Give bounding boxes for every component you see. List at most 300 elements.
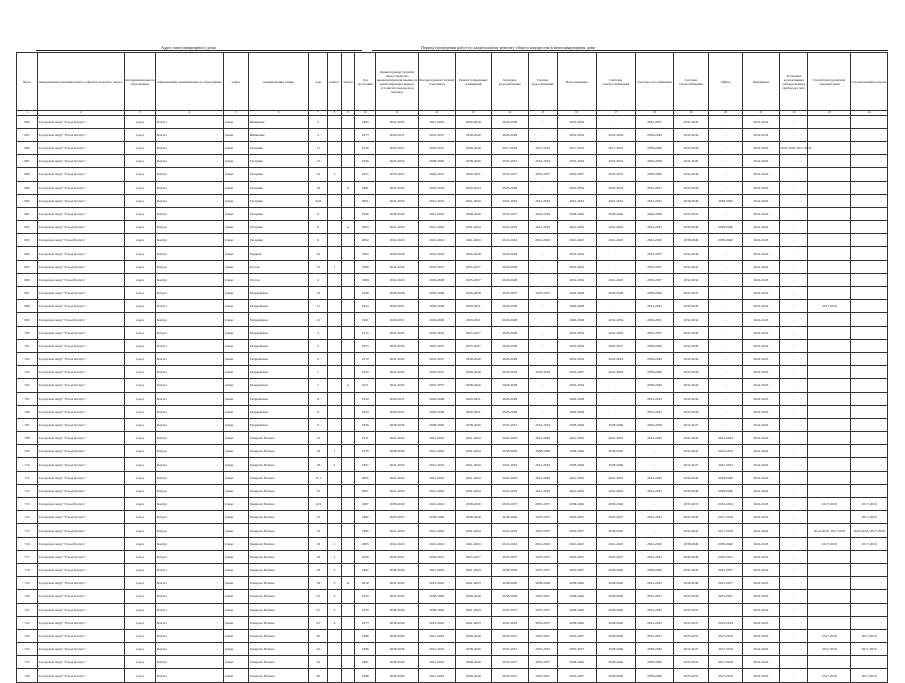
table-cell: 2032-2034 xyxy=(376,181,419,194)
table-cell xyxy=(808,511,851,524)
table-cell: - xyxy=(596,300,636,313)
table-cell: город xyxy=(124,247,155,260)
table-cell xyxy=(341,128,355,141)
table-cell: 2041-2043 xyxy=(596,221,636,234)
table-cell: Калуга xyxy=(155,603,223,616)
table-cell: 2032-2034 xyxy=(673,141,709,154)
table-cell: 686 xyxy=(17,141,38,154)
table-cell: 2038-2040 xyxy=(673,300,709,313)
table-cell: 2035-2037 xyxy=(492,656,529,669)
table-cell xyxy=(808,273,851,286)
table-cell: улица xyxy=(223,563,248,576)
table-cell: - xyxy=(709,352,742,365)
table-cell: улица xyxy=(223,379,248,392)
table-cell: Генерала Попова xyxy=(248,524,309,537)
table-cell: 2041-2043 xyxy=(418,498,455,511)
table-cell: 2026-2028 xyxy=(492,300,529,313)
table-cell: 2038-2040 xyxy=(636,669,674,682)
table-cell: 2032-2034 xyxy=(636,300,674,313)
table-cell xyxy=(808,339,851,352)
table-cell: 2041-2043 xyxy=(742,326,780,339)
table-cell xyxy=(851,168,888,181)
table-cell: 2041-2043 xyxy=(636,484,674,497)
table-cell: улица xyxy=(223,432,248,445)
table-cell: 1969 xyxy=(355,260,376,273)
table-cell: 2041-2043 xyxy=(596,326,636,339)
table-cell: 2032-2034 xyxy=(636,511,674,524)
table-cell: 2038-2040 xyxy=(376,616,419,629)
table-cell: - xyxy=(780,300,808,313)
table-cell: город xyxy=(124,643,155,656)
table-cell: - xyxy=(780,590,808,603)
table-cell: 700 xyxy=(17,326,38,339)
table-cell: Городской округ "Город Калуга" xyxy=(37,577,124,590)
table-cell: 2041-2043 xyxy=(742,498,780,511)
table-cell: 2032-2034 xyxy=(376,339,419,352)
table-cell: 1992 xyxy=(355,563,376,576)
table-cell: 2041-2043 xyxy=(528,221,557,234)
table-cell: 2041-2043 xyxy=(742,141,780,154)
table-cell: Генерала Попова xyxy=(248,511,309,524)
table-cell: улица xyxy=(223,550,248,563)
table-cell: 2032-2034 xyxy=(673,128,709,141)
table-cell: улица xyxy=(223,629,248,642)
table-cell: 2041-2043 xyxy=(742,115,780,128)
table-cell: город xyxy=(124,128,155,141)
table-cell: 2032-2034 xyxy=(673,524,709,537)
table-cell: 2032-2034 xyxy=(673,366,709,379)
table-cell: 2032-2034 xyxy=(673,511,709,524)
table-cell: улица xyxy=(223,273,248,286)
table-cell: 707 xyxy=(17,418,38,431)
table-cell: Гвардейская xyxy=(248,379,309,392)
table-cell: 2041-2043 xyxy=(455,458,492,471)
table-cell: 3 xyxy=(309,326,328,339)
table-cell: 2038-2040 xyxy=(557,577,596,590)
table-cell: 2026-2028 xyxy=(492,392,529,405)
table-cell: 2041-2043 xyxy=(742,550,780,563)
table-cell: 2041-2043 xyxy=(418,458,455,471)
table-cell: 2029-2031 xyxy=(376,128,419,141)
table-cell: 20 xyxy=(309,629,328,642)
table-row xyxy=(17,326,888,339)
table-cell: 1978 xyxy=(355,445,376,458)
table-cell: Гагарина xyxy=(248,168,309,181)
table-cell: 2038-2040 xyxy=(455,141,492,154)
table-cell: 2041-2043 xyxy=(376,221,419,234)
table-cell: - xyxy=(780,550,808,563)
table-cell: 2032-2034 xyxy=(636,550,674,563)
column-header: Система теплоснабжения xyxy=(673,53,709,111)
table-cell: 714 xyxy=(17,511,38,524)
table-cell: Калуга xyxy=(155,155,223,168)
table-cell: 2041-2043 xyxy=(636,234,674,247)
table-cell: 2038-2040 xyxy=(636,563,674,576)
table-cell: Генерала Попова xyxy=(248,445,309,458)
column-number: 23 xyxy=(808,111,851,116)
table-cell: 2017-2019 xyxy=(851,511,888,524)
table-cell: 2026-2028 xyxy=(557,300,596,313)
table-cell: 2026-2028 xyxy=(557,392,596,405)
table-cell: 2041-2043 xyxy=(742,405,780,418)
table-cell: - xyxy=(709,168,742,181)
table-row xyxy=(17,168,888,181)
table-cell: - xyxy=(636,445,674,458)
table-cell: 2032-2034 xyxy=(557,128,596,141)
table-cell: А xyxy=(341,221,355,234)
table-cell xyxy=(341,141,355,154)
table-cell: улица xyxy=(223,339,248,352)
table-cell xyxy=(851,207,888,220)
table-cell: - xyxy=(780,221,808,234)
table-cell: 2035-2037 xyxy=(673,656,709,669)
table-cell: 2026-2028 xyxy=(492,260,529,273)
table-cell: 1995 xyxy=(355,524,376,537)
table-cell: 2038-2040 xyxy=(455,643,492,656)
table-cell: 2035-2037 xyxy=(636,115,674,128)
table-cell: 2035-2037 xyxy=(673,629,709,642)
table-cell: 9 xyxy=(309,418,328,431)
table-cell: 11 xyxy=(309,300,328,313)
table-cell: 2032-2034 xyxy=(376,260,419,273)
table-cell: Городской округ "Город Калуга" xyxy=(37,339,124,352)
table-cell: - xyxy=(780,247,808,260)
table-cell: 2038-2040 xyxy=(673,234,709,247)
table-cell: 2032-2034 xyxy=(418,326,455,339)
table-cell: 2032-2034 xyxy=(709,445,742,458)
table-cell: 2035-2037 xyxy=(528,563,557,576)
table-cell: улица xyxy=(223,366,248,379)
table-cell: город xyxy=(124,577,155,590)
table-cell: 7 xyxy=(309,366,328,379)
table-cell: город xyxy=(124,326,155,339)
table-cell: 2017-2019 xyxy=(851,629,888,642)
table-cell: 1924 xyxy=(355,405,376,418)
table-cell: 2035-2037 xyxy=(418,339,455,352)
table-row xyxy=(17,629,888,642)
table-cell: 2041-2043 xyxy=(557,234,596,247)
table-cell: 2041-2043 xyxy=(492,221,529,234)
table-cell: 2 xyxy=(328,458,342,471)
table-cell xyxy=(341,484,355,497)
table-cell: 1970 xyxy=(355,352,376,365)
table-cell: 1973 xyxy=(355,128,376,141)
table-cell xyxy=(328,287,342,300)
table-cell: 2038-2040 xyxy=(596,498,636,511)
table-cell: Калуга xyxy=(155,511,223,524)
table-cell xyxy=(851,550,888,563)
table-cell: Городской округ "Город Калуга" xyxy=(37,194,124,207)
table-cell: 2035-2037 xyxy=(418,352,455,365)
table-cell: 1963 xyxy=(355,247,376,260)
table-cell: 2026-2028 xyxy=(492,326,529,339)
table-cell: Городской округ "Город Калуга" xyxy=(37,207,124,220)
table-cell: 18 xyxy=(309,563,328,576)
table-cell: 2041-2043 xyxy=(492,484,529,497)
table-cell: 1924 xyxy=(355,300,376,313)
table-cell: город xyxy=(124,418,155,431)
table-cell xyxy=(851,418,888,431)
table-cell: 698 xyxy=(17,300,38,313)
table-cell: город xyxy=(124,155,155,168)
table-row xyxy=(17,207,888,220)
table-cell: улица xyxy=(223,194,248,207)
table-cell: 2041-2043 xyxy=(742,511,780,524)
table-cell: - xyxy=(709,287,742,300)
table-cell: 2035-2037 xyxy=(709,590,742,603)
table-cell: 2035-2037 xyxy=(376,168,419,181)
table-row xyxy=(17,563,888,576)
column-header: Год постройки xyxy=(355,53,376,111)
table-cell xyxy=(328,432,342,445)
table-row xyxy=(17,234,888,247)
table-cell: 718 xyxy=(17,563,38,576)
table-cell: 2041-2043 xyxy=(418,432,455,445)
table-cell: Городской округ "Город Калуга" xyxy=(37,616,124,629)
table-cell: 2035-2037 xyxy=(557,511,596,524)
table-cell: 2035-2037 xyxy=(673,603,709,616)
table-cell: 2038-2040 xyxy=(528,445,557,458)
table-cell: Генерала Попова xyxy=(248,537,309,550)
table-cell: 685 xyxy=(17,128,38,141)
table-cell: Калуга xyxy=(155,181,223,194)
table-cell: Гагарина xyxy=(248,181,309,194)
table-cell xyxy=(808,458,851,471)
table-row xyxy=(17,669,888,682)
table-cell: 695 xyxy=(17,260,38,273)
table-cell: Гоголя xyxy=(248,273,309,286)
table-cell: 2026-2028 xyxy=(418,405,455,418)
table-cell: 2035-2037 xyxy=(557,629,596,642)
table-cell: 2035-2037 xyxy=(596,339,636,352)
table-cell: город xyxy=(124,471,155,484)
table-cell: улица xyxy=(223,221,248,234)
table-cell xyxy=(851,194,888,207)
table-cell: - xyxy=(596,392,636,405)
table-cell: 2035-2037 xyxy=(492,207,529,220)
table-cell xyxy=(328,300,342,313)
table-cell: - xyxy=(709,300,742,313)
table-cell: Калуга xyxy=(155,577,223,590)
column-header: №п/п xyxy=(17,53,38,111)
table-cell: 2026-2028 xyxy=(492,115,529,128)
table-cell: 2041-2043 xyxy=(636,221,674,234)
table-cell: - xyxy=(780,194,808,207)
table-cell: 2016-2018, 2017-2019 xyxy=(780,141,808,154)
table-cell: улица xyxy=(223,260,248,273)
table-cell xyxy=(328,326,342,339)
table-cell: 2035-2037 xyxy=(376,511,419,524)
table-cell xyxy=(808,313,851,326)
table-cell: 713 xyxy=(17,498,38,511)
table-cell: Гагарина xyxy=(248,141,309,154)
table-cell: 2041-2043 xyxy=(742,616,780,629)
table-cell: 2041-2043 xyxy=(418,577,455,590)
table-cell: 1955 xyxy=(355,168,376,181)
table-cell xyxy=(341,656,355,669)
table-cell: Калуга xyxy=(155,432,223,445)
table-cell: 2038-2040 xyxy=(455,379,492,392)
table-cell: 2035-2037 xyxy=(418,366,455,379)
table-cell: Генерала Попова xyxy=(248,643,309,656)
table-cell: 2029-2031 xyxy=(376,392,419,405)
table-cell: 2035-2037 xyxy=(673,669,709,682)
table-cell xyxy=(341,616,355,629)
table-cell xyxy=(808,141,851,154)
column-header: Горячее водоснабжение xyxy=(528,53,557,111)
table-cell xyxy=(851,287,888,300)
table-cell: 2017-2019 xyxy=(557,141,596,154)
table-cell: Калуга xyxy=(155,484,223,497)
table-cell: - xyxy=(780,563,808,576)
table-cell: - xyxy=(780,207,808,220)
table-cell xyxy=(851,445,888,458)
table-cell: 2035-2037 xyxy=(673,458,709,471)
table-cell: 2026-2028 xyxy=(418,313,455,326)
table-cell: 1906 xyxy=(355,273,376,286)
table-cell: улица xyxy=(223,128,248,141)
column-header: Водоотведение xyxy=(557,53,596,111)
table-cell: - xyxy=(528,339,557,352)
table-cell: 2041-2043 xyxy=(492,616,529,629)
table-cell: 690 xyxy=(17,194,38,207)
table-cell: 2032-2034 xyxy=(557,155,596,168)
table-cell: 2041-2043 xyxy=(455,577,492,590)
table-cell: Гагарина xyxy=(248,234,309,247)
table-cell: 2035-2037 xyxy=(557,550,596,563)
table-cell: 2017-2019 xyxy=(808,669,851,682)
table-cell: 2032-2034 xyxy=(673,168,709,181)
table-cell: 2041-2043 xyxy=(742,392,780,405)
table-cell: 1986 xyxy=(355,629,376,642)
table-cell: Городской округ "Город Калуга" xyxy=(37,511,124,524)
table-cell xyxy=(328,484,342,497)
table-cell: 701 xyxy=(17,339,38,352)
table-cell: 2032-2034 xyxy=(709,616,742,629)
table-cell: 706 xyxy=(17,405,38,418)
column-header: Лифты xyxy=(709,53,742,111)
table-cell: 684 xyxy=(17,115,38,128)
table-cell: 2041-2043 xyxy=(636,616,674,629)
table-cell: улица xyxy=(223,603,248,616)
table-cell: - xyxy=(709,260,742,273)
table-cell: 2041-2043 xyxy=(742,471,780,484)
table-cell: Калуга xyxy=(155,194,223,207)
table-cell: 2041-2043 xyxy=(596,234,636,247)
table-cell: Гвардейская xyxy=(248,287,309,300)
table-cell: 2041-2043 xyxy=(596,471,636,484)
table-cell: 2035-2037 xyxy=(376,141,419,154)
table-cell: улица xyxy=(223,669,248,682)
table-cell: 2035-2037 xyxy=(492,669,529,682)
table-cell xyxy=(341,445,355,458)
table-cell: 2017-2019 xyxy=(528,141,557,154)
table-cell: 2041-2043 xyxy=(376,352,419,365)
table-cell xyxy=(851,247,888,260)
table-cell: 2026-2028 xyxy=(492,379,529,392)
table-cell: Калуга xyxy=(155,115,223,128)
table-cell: 2035-2037 xyxy=(636,629,674,642)
table-cell: 2035-2037 xyxy=(492,550,529,563)
table-cell: Городской округ "Город Калуга" xyxy=(37,432,124,445)
table-cell: 2017-2019 xyxy=(851,643,888,656)
table-cell: 2041-2043 xyxy=(455,194,492,207)
table-cell xyxy=(341,418,355,431)
table-cell: 2029-2031 xyxy=(376,300,419,313)
table-cell: 2 xyxy=(328,550,342,563)
table-cell: 2038-2040 xyxy=(673,484,709,497)
table-cell: улица xyxy=(223,616,248,629)
table-cell xyxy=(341,313,355,326)
table-cell: 2026-2028 xyxy=(418,287,455,300)
table-cell: 2041-2043 xyxy=(596,352,636,365)
table-cell: 2041-2043 xyxy=(709,432,742,445)
table-cell: Калуга xyxy=(155,563,223,576)
table-row xyxy=(17,379,888,392)
table-cell: 12 xyxy=(309,155,328,168)
table-cell: - xyxy=(780,352,808,365)
table-cell: 715 xyxy=(17,524,38,537)
table-cell: 1987 xyxy=(355,498,376,511)
table-cell xyxy=(808,247,851,260)
table-cell: 2038-2040 xyxy=(455,590,492,603)
table-cell: 2038-2040 xyxy=(418,511,455,524)
table-cell: город xyxy=(124,273,155,286)
table-cell: 1936 xyxy=(355,287,376,300)
column-header: тип муниципального образования xyxy=(124,53,155,111)
table-cell: 13 xyxy=(309,484,328,497)
table-cell: - xyxy=(709,603,742,616)
table-row xyxy=(17,577,888,590)
table-cell: 2041-2043 xyxy=(492,537,529,550)
table-cell: 2038-2040 xyxy=(455,511,492,524)
table-cell: 1 xyxy=(328,445,342,458)
table-cell: город xyxy=(124,458,155,471)
table-cell: 2035-2037 xyxy=(528,669,557,682)
table-cell: 2032-2034 xyxy=(376,155,419,168)
table-cell: Калуга xyxy=(155,590,223,603)
table-cell: - xyxy=(709,141,742,154)
table-cell: 2038-2040 xyxy=(455,629,492,642)
table-cell xyxy=(341,168,355,181)
table-cell: Калуга xyxy=(155,339,223,352)
table-cell: 18 xyxy=(309,445,328,458)
table-cell xyxy=(851,458,888,471)
table-cell: 2041-2043 xyxy=(742,247,780,260)
table-cell: улица xyxy=(223,656,248,669)
table-cell: 2041-2043 xyxy=(742,577,780,590)
table-cell: 720 xyxy=(17,590,38,603)
table-row xyxy=(17,550,888,563)
table-cell: - xyxy=(780,260,808,273)
table-cell: 2035-2037 xyxy=(492,287,529,300)
table-cell: 2032-2034 xyxy=(636,392,674,405)
table-cell: - xyxy=(636,524,674,537)
table-cell: 2041-2043 xyxy=(455,471,492,484)
table-cell: - xyxy=(528,273,557,286)
table-cell xyxy=(851,432,888,445)
table-cell: 2038-2040 xyxy=(455,128,492,141)
table-cell xyxy=(328,366,342,379)
column-number: 18 xyxy=(636,111,674,116)
table-cell: 2041-2043 xyxy=(376,273,419,286)
table-cell: 2026-2028 xyxy=(455,115,492,128)
table-cell: 2/1 xyxy=(309,590,328,603)
table-row xyxy=(17,194,888,207)
table-cell: 2038-2040 xyxy=(557,498,596,511)
table-cell: 2038-2040 xyxy=(557,207,596,220)
table-cell: город xyxy=(124,524,155,537)
